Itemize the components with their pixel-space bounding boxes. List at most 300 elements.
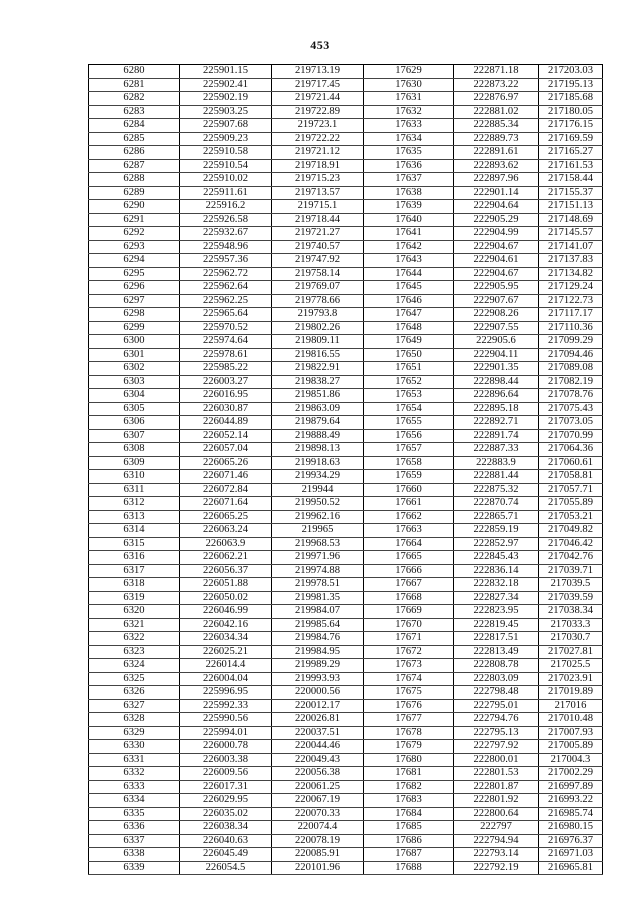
x-coordinate-b-cell: 222819.45 — [454, 618, 539, 632]
x-coordinate-b-cell: 222907.55 — [454, 321, 539, 335]
y-coordinate-a-cell: 219918.63 — [272, 456, 364, 470]
table-row — [89, 605, 603, 619]
y-coordinate-b-cell: 217025.5 — [539, 659, 603, 673]
y-coordinate-a-cell: 219968.53 — [272, 537, 364, 551]
y-coordinate-b-cell: 217117.17 — [539, 308, 603, 322]
y-coordinate-b-cell: 217141.07 — [539, 240, 603, 254]
table-row — [89, 794, 603, 808]
y-coordinate-a-cell: 219962.16 — [272, 510, 364, 524]
table-row — [89, 551, 603, 565]
y-coordinate-a-cell: 219793.8 — [272, 308, 364, 322]
y-coordinate-b-cell: 216985.74 — [539, 807, 603, 821]
y-coordinate-a-cell: 220085.91 — [272, 848, 364, 862]
y-coordinate-a-cell: 219740.57 — [272, 240, 364, 254]
y-coordinate-a-cell: 219989.29 — [272, 659, 364, 673]
point-number-a-cell: 6337 — [89, 834, 180, 848]
y-coordinate-a-cell: 220044.46 — [272, 740, 364, 754]
y-coordinate-a-cell: 219993.93 — [272, 672, 364, 686]
x-coordinate-b-cell: 222905.29 — [454, 213, 539, 227]
x-coordinate-a-cell: 225907.68 — [180, 119, 272, 133]
x-coordinate-b-cell: 222794.76 — [454, 713, 539, 727]
point-number-a-cell: 6289 — [89, 186, 180, 200]
table-row — [89, 456, 603, 470]
y-coordinate-b-cell: 217082.19 — [539, 375, 603, 389]
x-coordinate-a-cell: 226065.26 — [180, 456, 272, 470]
table-row — [89, 429, 603, 443]
x-coordinate-a-cell: 225965.64 — [180, 308, 272, 322]
x-coordinate-a-cell: 225911.61 — [180, 186, 272, 200]
table-row — [89, 578, 603, 592]
y-coordinate-a-cell: 219721.27 — [272, 227, 364, 241]
y-coordinate-b-cell: 217046.42 — [539, 537, 603, 551]
x-coordinate-b-cell: 222881.44 — [454, 470, 539, 484]
x-coordinate-a-cell: 226052.14 — [180, 429, 272, 443]
y-coordinate-b-cell: 217057.71 — [539, 483, 603, 497]
y-coordinate-a-cell: 219717.45 — [272, 78, 364, 92]
x-coordinate-b-cell: 222798.48 — [454, 686, 539, 700]
x-coordinate-b-cell: 222801.92 — [454, 794, 539, 808]
y-coordinate-a-cell: 219985.64 — [272, 618, 364, 632]
y-coordinate-a-cell: 220026.81 — [272, 713, 364, 727]
y-coordinate-b-cell: 217064.36 — [539, 443, 603, 457]
x-coordinate-a-cell: 225992.33 — [180, 699, 272, 713]
x-coordinate-a-cell: 225902.41 — [180, 78, 272, 92]
x-coordinate-a-cell: 226046.99 — [180, 605, 272, 619]
point-number-b-cell: 17654 — [364, 402, 454, 416]
x-coordinate-a-cell: 226050.02 — [180, 591, 272, 605]
y-coordinate-a-cell: 219965 — [272, 524, 364, 538]
x-coordinate-b-cell: 222832.18 — [454, 578, 539, 592]
point-number-a-cell: 6336 — [89, 821, 180, 835]
table-row — [89, 618, 603, 632]
x-coordinate-a-cell: 226057.04 — [180, 443, 272, 457]
point-number-a-cell: 6323 — [89, 645, 180, 659]
x-coordinate-b-cell: 222797 — [454, 821, 539, 835]
point-number-b-cell: 17681 — [364, 767, 454, 781]
point-number-b-cell: 17679 — [364, 740, 454, 754]
x-coordinate-a-cell: 225985.22 — [180, 362, 272, 376]
table-row — [89, 281, 603, 295]
y-coordinate-b-cell: 217060.61 — [539, 456, 603, 470]
x-coordinate-a-cell: 226029.95 — [180, 794, 272, 808]
x-coordinate-b-cell: 222859.19 — [454, 524, 539, 538]
y-coordinate-a-cell: 219721.12 — [272, 146, 364, 160]
y-coordinate-a-cell: 219769.07 — [272, 281, 364, 295]
y-coordinate-b-cell: 217053.21 — [539, 510, 603, 524]
y-coordinate-b-cell: 217023.91 — [539, 672, 603, 686]
x-coordinate-b-cell: 222901.35 — [454, 362, 539, 376]
x-coordinate-b-cell: 222792.19 — [454, 861, 539, 875]
table-row — [89, 821, 603, 835]
point-number-a-cell: 6281 — [89, 78, 180, 92]
y-coordinate-b-cell: 216965.81 — [539, 861, 603, 875]
x-coordinate-b-cell: 222793.14 — [454, 848, 539, 862]
y-coordinate-b-cell: 217099.29 — [539, 335, 603, 349]
y-coordinate-b-cell: 217073.05 — [539, 416, 603, 430]
y-coordinate-a-cell: 220074.4 — [272, 821, 364, 835]
x-coordinate-a-cell: 226056.37 — [180, 564, 272, 578]
table-row — [89, 672, 603, 686]
point-number-b-cell: 17660 — [364, 483, 454, 497]
y-coordinate-a-cell: 220056.38 — [272, 767, 364, 781]
y-coordinate-b-cell: 217176.15 — [539, 119, 603, 133]
x-coordinate-a-cell: 225901.15 — [180, 65, 272, 79]
y-coordinate-a-cell: 219981.35 — [272, 591, 364, 605]
y-coordinate-a-cell: 219747.92 — [272, 254, 364, 268]
y-coordinate-b-cell: 217195.13 — [539, 78, 603, 92]
y-coordinate-b-cell: 217030.7 — [539, 632, 603, 646]
y-coordinate-b-cell: 217002.29 — [539, 767, 603, 781]
x-coordinate-b-cell: 222901.14 — [454, 186, 539, 200]
point-number-b-cell: 17683 — [364, 794, 454, 808]
point-number-a-cell: 6303 — [89, 375, 180, 389]
x-coordinate-a-cell: 226044.89 — [180, 416, 272, 430]
point-number-a-cell: 6315 — [89, 537, 180, 551]
point-number-b-cell: 17655 — [364, 416, 454, 430]
y-coordinate-b-cell: 217039.59 — [539, 591, 603, 605]
table-row — [89, 564, 603, 578]
point-number-a-cell: 6286 — [89, 146, 180, 160]
x-coordinate-b-cell: 222892.71 — [454, 416, 539, 430]
point-number-a-cell: 6335 — [89, 807, 180, 821]
table-row — [89, 146, 603, 160]
y-coordinate-b-cell: 216997.89 — [539, 780, 603, 794]
table-row — [89, 524, 603, 538]
point-number-b-cell: 17687 — [364, 848, 454, 862]
x-coordinate-b-cell: 222813.49 — [454, 645, 539, 659]
y-coordinate-a-cell: 219898.13 — [272, 443, 364, 457]
y-coordinate-a-cell: 219713.19 — [272, 65, 364, 79]
point-number-b-cell: 17686 — [364, 834, 454, 848]
point-number-b-cell: 17647 — [364, 308, 454, 322]
x-coordinate-b-cell: 222794.94 — [454, 834, 539, 848]
x-coordinate-b-cell: 222875.32 — [454, 483, 539, 497]
x-coordinate-a-cell: 225962.72 — [180, 267, 272, 281]
point-number-b-cell: 17637 — [364, 173, 454, 187]
y-coordinate-a-cell: 220070.33 — [272, 807, 364, 821]
point-number-b-cell: 17684 — [364, 807, 454, 821]
x-coordinate-a-cell: 226072.84 — [180, 483, 272, 497]
point-number-b-cell: 17670 — [364, 618, 454, 632]
x-coordinate-a-cell: 226003.27 — [180, 375, 272, 389]
point-number-a-cell: 6314 — [89, 524, 180, 538]
point-number-a-cell: 6294 — [89, 254, 180, 268]
x-coordinate-a-cell: 225903.25 — [180, 105, 272, 119]
point-number-a-cell: 6327 — [89, 699, 180, 713]
x-coordinate-a-cell: 226040.63 — [180, 834, 272, 848]
table-row — [89, 834, 603, 848]
x-coordinate-a-cell: 226054.5 — [180, 861, 272, 875]
point-number-a-cell: 6334 — [89, 794, 180, 808]
y-coordinate-b-cell: 217110.36 — [539, 321, 603, 335]
y-coordinate-a-cell: 219722.89 — [272, 105, 364, 119]
y-coordinate-a-cell: 219778.66 — [272, 294, 364, 308]
x-coordinate-a-cell: 226071.46 — [180, 470, 272, 484]
table-row — [89, 632, 603, 646]
point-number-a-cell: 6297 — [89, 294, 180, 308]
point-number-a-cell: 6300 — [89, 335, 180, 349]
table-row — [89, 780, 603, 794]
x-coordinate-b-cell: 222904.99 — [454, 227, 539, 241]
point-number-b-cell: 17659 — [364, 470, 454, 484]
x-coordinate-a-cell: 226016.95 — [180, 389, 272, 403]
x-coordinate-a-cell: 225962.64 — [180, 281, 272, 295]
table-row — [89, 767, 603, 781]
point-number-b-cell: 17674 — [364, 672, 454, 686]
point-number-a-cell: 6310 — [89, 470, 180, 484]
x-coordinate-b-cell: 222907.67 — [454, 294, 539, 308]
point-number-a-cell: 6338 — [89, 848, 180, 862]
x-coordinate-a-cell: 226065.25 — [180, 510, 272, 524]
y-coordinate-b-cell: 217055.89 — [539, 497, 603, 511]
x-coordinate-b-cell: 222817.51 — [454, 632, 539, 646]
table-row — [89, 240, 603, 254]
y-coordinate-a-cell: 219723.1 — [272, 119, 364, 133]
coordinate-table-body — [89, 65, 603, 875]
x-coordinate-a-cell: 225974.64 — [180, 335, 272, 349]
x-coordinate-b-cell: 222881.02 — [454, 105, 539, 119]
x-coordinate-b-cell: 222898.44 — [454, 375, 539, 389]
table-row — [89, 335, 603, 349]
x-coordinate-b-cell: 222876.97 — [454, 92, 539, 106]
point-number-b-cell: 17636 — [364, 159, 454, 173]
x-coordinate-a-cell: 226017.31 — [180, 780, 272, 794]
x-coordinate-b-cell: 222889.73 — [454, 132, 539, 146]
x-coordinate-b-cell: 222801.87 — [454, 780, 539, 794]
x-coordinate-b-cell: 222836.14 — [454, 564, 539, 578]
y-coordinate-a-cell: 219816.55 — [272, 348, 364, 362]
point-number-a-cell: 6329 — [89, 726, 180, 740]
point-number-b-cell: 17666 — [364, 564, 454, 578]
y-coordinate-b-cell: 217058.81 — [539, 470, 603, 484]
y-coordinate-b-cell: 217161.53 — [539, 159, 603, 173]
y-coordinate-a-cell: 219715.23 — [272, 173, 364, 187]
y-coordinate-a-cell: 219879.64 — [272, 416, 364, 430]
point-number-b-cell: 17634 — [364, 132, 454, 146]
y-coordinate-b-cell: 217180.05 — [539, 105, 603, 119]
point-number-a-cell: 6312 — [89, 497, 180, 511]
x-coordinate-a-cell: 225996.95 — [180, 686, 272, 700]
table-row — [89, 861, 603, 875]
x-coordinate-b-cell: 222905.6 — [454, 335, 539, 349]
y-coordinate-a-cell: 219715.1 — [272, 200, 364, 214]
y-coordinate-b-cell: 217004.3 — [539, 753, 603, 767]
y-coordinate-a-cell: 219721.44 — [272, 92, 364, 106]
y-coordinate-a-cell: 219718.44 — [272, 213, 364, 227]
point-number-a-cell: 6288 — [89, 173, 180, 187]
table-row — [89, 254, 603, 268]
point-number-b-cell: 17631 — [364, 92, 454, 106]
x-coordinate-b-cell: 222904.11 — [454, 348, 539, 362]
point-number-b-cell: 17669 — [364, 605, 454, 619]
y-coordinate-b-cell: 216976.37 — [539, 834, 603, 848]
table-row — [89, 200, 603, 214]
point-number-a-cell: 6282 — [89, 92, 180, 106]
table-row — [89, 402, 603, 416]
x-coordinate-b-cell: 222801.53 — [454, 767, 539, 781]
x-coordinate-a-cell: 225909.23 — [180, 132, 272, 146]
point-number-b-cell: 17688 — [364, 861, 454, 875]
x-coordinate-a-cell: 226042.16 — [180, 618, 272, 632]
table-row — [89, 483, 603, 497]
y-coordinate-a-cell: 220000.56 — [272, 686, 364, 700]
point-number-b-cell: 17646 — [364, 294, 454, 308]
point-number-b-cell: 17680 — [364, 753, 454, 767]
x-coordinate-a-cell: 226062.21 — [180, 551, 272, 565]
y-coordinate-a-cell: 220078.19 — [272, 834, 364, 848]
table-row — [89, 497, 603, 511]
table-row — [89, 105, 603, 119]
x-coordinate-b-cell: 222873.22 — [454, 78, 539, 92]
y-coordinate-a-cell: 219851.86 — [272, 389, 364, 403]
y-coordinate-a-cell: 219971.96 — [272, 551, 364, 565]
y-coordinate-a-cell: 220061.25 — [272, 780, 364, 794]
table-row — [89, 699, 603, 713]
y-coordinate-b-cell: 217019.89 — [539, 686, 603, 700]
x-coordinate-a-cell: 225932.67 — [180, 227, 272, 241]
x-coordinate-a-cell: 226009.56 — [180, 767, 272, 781]
x-coordinate-a-cell: 225962.25 — [180, 294, 272, 308]
y-coordinate-a-cell: 219934.29 — [272, 470, 364, 484]
x-coordinate-a-cell: 225957.36 — [180, 254, 272, 268]
point-number-b-cell: 17641 — [364, 227, 454, 241]
point-number-a-cell: 6332 — [89, 767, 180, 781]
y-coordinate-b-cell: 217078.76 — [539, 389, 603, 403]
y-coordinate-b-cell: 217122.73 — [539, 294, 603, 308]
table-row — [89, 213, 603, 227]
point-number-b-cell: 17635 — [364, 146, 454, 160]
table-row — [89, 848, 603, 862]
y-coordinate-b-cell: 217158.44 — [539, 173, 603, 187]
x-coordinate-b-cell: 222904.67 — [454, 267, 539, 281]
table-row — [89, 173, 603, 187]
point-number-a-cell: 6322 — [89, 632, 180, 646]
page-number: 453 — [310, 38, 330, 52]
y-coordinate-a-cell: 219713.57 — [272, 186, 364, 200]
point-number-b-cell: 17643 — [364, 254, 454, 268]
point-number-b-cell: 17661 — [364, 497, 454, 511]
point-number-a-cell: 6319 — [89, 591, 180, 605]
x-coordinate-b-cell: 222865.71 — [454, 510, 539, 524]
y-coordinate-b-cell: 217042.76 — [539, 551, 603, 565]
x-coordinate-b-cell: 222885.34 — [454, 119, 539, 133]
x-coordinate-b-cell: 222800.01 — [454, 753, 539, 767]
x-coordinate-b-cell: 222891.74 — [454, 429, 539, 443]
y-coordinate-b-cell: 216993.22 — [539, 794, 603, 808]
point-number-b-cell: 17629 — [364, 65, 454, 79]
y-coordinate-b-cell: 217016 — [539, 699, 603, 713]
x-coordinate-a-cell: 225910.58 — [180, 146, 272, 160]
table-row — [89, 267, 603, 281]
y-coordinate-a-cell: 219722.22 — [272, 132, 364, 146]
table-row — [89, 740, 603, 754]
x-coordinate-a-cell: 225970.52 — [180, 321, 272, 335]
point-number-b-cell: 17630 — [364, 78, 454, 92]
point-number-b-cell: 17667 — [364, 578, 454, 592]
point-number-b-cell: 17651 — [364, 362, 454, 376]
x-coordinate-a-cell: 225994.01 — [180, 726, 272, 740]
y-coordinate-b-cell: 217049.82 — [539, 524, 603, 538]
y-coordinate-a-cell: 219984.95 — [272, 645, 364, 659]
x-coordinate-b-cell: 222887.33 — [454, 443, 539, 457]
x-coordinate-a-cell: 226034.34 — [180, 632, 272, 646]
x-coordinate-a-cell: 226035.02 — [180, 807, 272, 821]
point-number-b-cell: 17648 — [364, 321, 454, 335]
point-number-a-cell: 6328 — [89, 713, 180, 727]
y-coordinate-b-cell: 217155.37 — [539, 186, 603, 200]
table-row — [89, 132, 603, 146]
y-coordinate-a-cell: 220037.51 — [272, 726, 364, 740]
point-number-a-cell: 6309 — [89, 456, 180, 470]
x-coordinate-b-cell: 222823.95 — [454, 605, 539, 619]
y-coordinate-a-cell: 220012.17 — [272, 699, 364, 713]
x-coordinate-a-cell: 226038.34 — [180, 821, 272, 835]
point-number-b-cell: 17639 — [364, 200, 454, 214]
point-number-a-cell: 6296 — [89, 281, 180, 295]
y-coordinate-b-cell: 217169.59 — [539, 132, 603, 146]
x-coordinate-b-cell: 222852.97 — [454, 537, 539, 551]
point-number-a-cell: 6311 — [89, 483, 180, 497]
point-number-a-cell: 6280 — [89, 65, 180, 79]
point-number-a-cell: 6306 — [89, 416, 180, 430]
x-coordinate-b-cell: 222808.78 — [454, 659, 539, 673]
point-number-a-cell: 6291 — [89, 213, 180, 227]
y-coordinate-a-cell: 219838.27 — [272, 375, 364, 389]
table-row — [89, 659, 603, 673]
y-coordinate-a-cell: 220049.43 — [272, 753, 364, 767]
table-row — [89, 92, 603, 106]
point-number-b-cell: 17638 — [364, 186, 454, 200]
point-number-a-cell: 6298 — [89, 308, 180, 322]
y-coordinate-b-cell: 217151.13 — [539, 200, 603, 214]
x-coordinate-a-cell: 225948.96 — [180, 240, 272, 254]
table-row — [89, 375, 603, 389]
point-number-a-cell: 6333 — [89, 780, 180, 794]
point-number-b-cell: 17640 — [364, 213, 454, 227]
point-number-a-cell: 6324 — [89, 659, 180, 673]
y-coordinate-a-cell: 219758.14 — [272, 267, 364, 281]
x-coordinate-b-cell: 222803.09 — [454, 672, 539, 686]
point-number-b-cell: 17673 — [364, 659, 454, 673]
table-row — [89, 753, 603, 767]
point-number-a-cell: 6301 — [89, 348, 180, 362]
y-coordinate-b-cell: 217039.5 — [539, 578, 603, 592]
point-number-b-cell: 17658 — [364, 456, 454, 470]
x-coordinate-b-cell: 222827.34 — [454, 591, 539, 605]
table-row — [89, 470, 603, 484]
x-coordinate-a-cell: 226063.9 — [180, 537, 272, 551]
y-coordinate-b-cell: 217165.27 — [539, 146, 603, 160]
point-number-b-cell: 17663 — [364, 524, 454, 538]
coordinate-table — [88, 64, 603, 875]
table-row — [89, 119, 603, 133]
point-number-b-cell: 17656 — [364, 429, 454, 443]
x-coordinate-b-cell: 222845.43 — [454, 551, 539, 565]
x-coordinate-a-cell: 226045.49 — [180, 848, 272, 862]
point-number-a-cell: 6313 — [89, 510, 180, 524]
point-number-a-cell: 6293 — [89, 240, 180, 254]
point-number-b-cell: 17633 — [364, 119, 454, 133]
y-coordinate-a-cell: 219984.07 — [272, 605, 364, 619]
point-number-b-cell: 17668 — [364, 591, 454, 605]
y-coordinate-b-cell: 217007.93 — [539, 726, 603, 740]
table-row — [89, 321, 603, 335]
point-number-b-cell: 17662 — [364, 510, 454, 524]
table-row — [89, 294, 603, 308]
table-row — [89, 686, 603, 700]
x-coordinate-b-cell: 222893.62 — [454, 159, 539, 173]
point-number-a-cell: 6295 — [89, 267, 180, 281]
